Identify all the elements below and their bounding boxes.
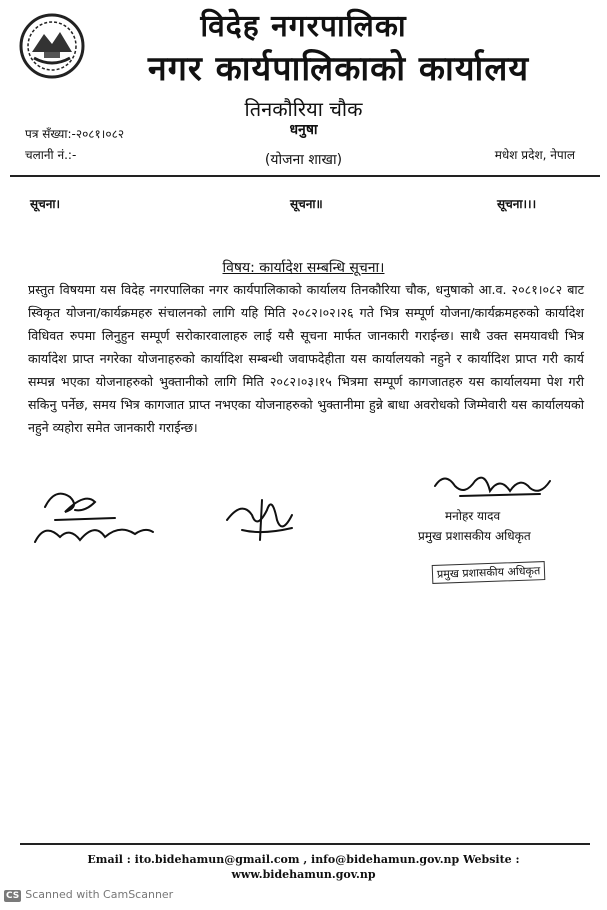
office-location: तिनकौरिया चौक xyxy=(244,97,363,121)
official-stamp: प्रमुख प्रशासकीय अधिकृत xyxy=(432,561,546,584)
section-name: (योजना शाखा) xyxy=(264,152,343,168)
office-name: नगर कार्यपालिकाको कार्यालय xyxy=(147,49,530,89)
scanner-watermark xyxy=(4,888,173,902)
notice-body: प्रस्तुत विषयमा यस विदेह नगरपालिका नगर कार्यपालिकाको कार्यालय तिनकौरिया चौक, धनुषाको आ.व. २०८१।०८२ बाट स्विकृत योजना/कार्यक्रमहरु संचालनको लागि यहि मिति २०८२।०२।२६ गते भित्र सम्पूर्ण योजना/कार्यक्रमहरुको कार्यादेश विधिवत रुपमा लिनुहुन सम्पूर्ण सरोकारवालाहरु लाई यसै सूचना मार्फत जानकारी गराईन्छ। साथै उक्त समयावधी भित्र कार्यादेश प्राप्त नगरेका योजनाहरुको कार्यादिश सम्बन्धी जवाफदेहीता यस कार्यालयको नहुने र कार्यादिश प्राप्त गरी कार्य सम्पन्न भएका योजनाहरुको भुक्तानीको लागि मिति २०८२।०३।१५ भित्रमा सम्पूर्ण कागजातहरु यस कार्यालयमा पेश गरी सकिनु पर्नेछ, समय भित्र कागजात प्राप्त नभएका योजनाहरुको भुक्तानीमा हुन्ने बाधा अवरोधको जिम्मेवारी यस कार्यालयको नहुने व्यहोरा समेत जानकारी गराईन्छ। xyxy=(28,282,584,435)
subject-line xyxy=(0,258,607,277)
camscanner-icon: CS xyxy=(6,891,20,901)
header-divider xyxy=(10,175,600,177)
footer-divider xyxy=(20,843,590,845)
municipality-name: विदेह नगरपालिका xyxy=(200,9,407,44)
footer-website: www.bidehamun.gov.np xyxy=(231,868,376,881)
signature-left xyxy=(25,482,165,552)
notice-label-3: सूचना।।। xyxy=(497,197,537,211)
footer-emails: Email : ito.bidehamun@gmail.com , info@bidehamun.gov.np Website : xyxy=(87,853,520,866)
signatory-name: मनोहर यादव xyxy=(445,509,501,523)
signatory-title: प्रमुख प्रशासकीय अधिकृत xyxy=(418,529,531,543)
notice-label-2: सूचना॥ xyxy=(290,197,323,211)
signature-right xyxy=(430,466,560,506)
district-name: धनुषा xyxy=(289,122,318,138)
scanner-text: Scanned with CamScanner xyxy=(25,888,174,901)
footer-contact xyxy=(0,852,607,882)
reference-number: पत्र सँख्या:-२०८१।०८२ xyxy=(25,127,125,141)
province-label: मधेश प्रदेश, नेपाल xyxy=(494,148,575,162)
dispatch-number: चलानी नं.:- xyxy=(25,148,77,162)
subject-text: विषय: कार्यादेश सम्बन्धि सूचना। xyxy=(222,260,385,276)
notice-label-1: सूचना। xyxy=(30,197,61,211)
signature-middle xyxy=(222,490,302,545)
